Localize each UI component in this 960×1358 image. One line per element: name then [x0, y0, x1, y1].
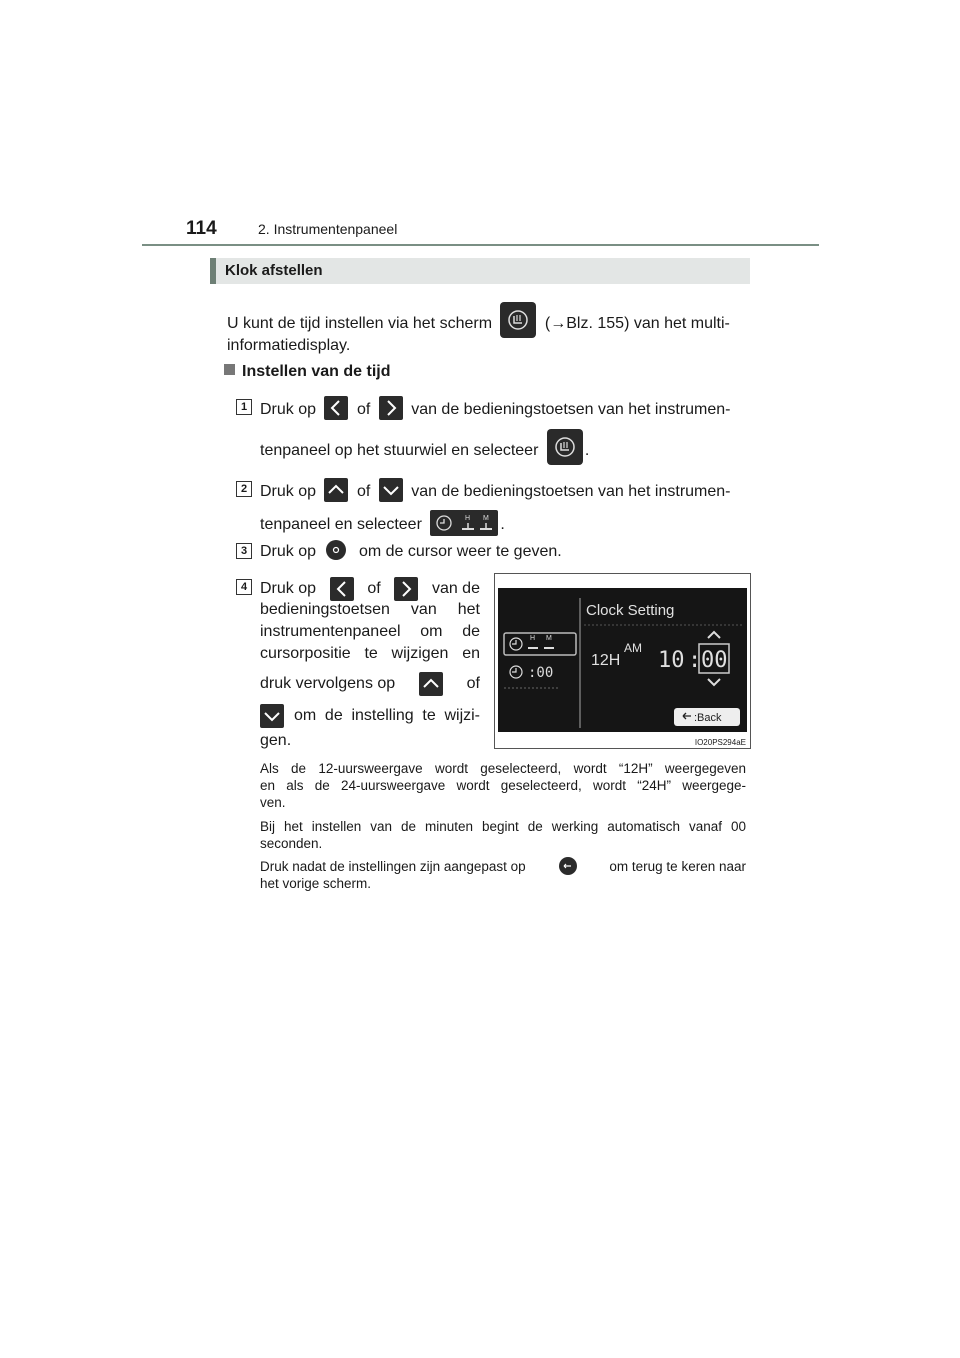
step-1-text-c: van de bedieningstoetsen van het instrumen-: [411, 401, 731, 419]
header-rule: [142, 244, 819, 246]
square-bullet-icon: [224, 364, 235, 375]
step-4-text-l5b: of: [466, 675, 480, 692]
down-arrow-button-icon: [260, 704, 284, 728]
page-number: 114: [186, 218, 217, 239]
step-2-line-2: [260, 512, 505, 538]
note-1-line-3: ven.: [260, 795, 286, 810]
down-arrow-button-icon: [379, 478, 403, 502]
note-3-line-2: het vorige scherm.: [260, 876, 372, 891]
step-number-2: 2: [236, 481, 252, 497]
display-svg: [498, 588, 747, 732]
step-4-text-a: Druk op: [260, 580, 317, 597]
intro-text-2: (→Blz. 155) van het multi-: [544, 315, 730, 333]
step-4-text-c: van de: [431, 580, 480, 597]
step-4-text-l6: om de instelling te wijzi-: [294, 707, 480, 724]
note-2-line-1: Bij het instellen van de minuten begint de werking automatisch vanaf 00: [260, 819, 746, 834]
menu-seconds-label: :00: [528, 665, 554, 681]
chapter-title: 2. Instrumentenpaneel: [258, 221, 398, 237]
up-arrow-button-icon: [419, 672, 443, 696]
section-title: Klok afstellen: [225, 262, 323, 279]
step-1-text-b: of: [356, 401, 371, 419]
note-3-text-b: om terug te keren naar: [609, 858, 746, 874]
step-1-text-e: .: [584, 442, 590, 460]
menu-h-label: H: [530, 635, 536, 642]
clock-format-icon: [430, 510, 498, 536]
back-button-icon: [559, 857, 577, 875]
time-colon: :: [688, 648, 702, 673]
note-3-text-a: Druk nadat de instellingen zijn aangepast op: [260, 858, 526, 874]
step-number-3: 3: [236, 543, 252, 559]
settings-screen-icon: [547, 429, 583, 465]
menu-m-label: M: [546, 635, 552, 642]
intro-text-3: informatiedisplay.: [227, 337, 351, 354]
step-4-line-3: instrumentenpaneel om de: [260, 623, 480, 640]
ampm-label: AM: [624, 641, 642, 655]
note-1-line-2: en als de 24-uursweergave wordt geselecteerd, wordt “24H” weergege-: [260, 778, 746, 793]
step-4-text-b: of: [367, 580, 381, 597]
step-3-line: [260, 542, 562, 562]
step-2-line-1: [260, 480, 731, 504]
clock-setting-figure: [494, 573, 751, 749]
ok-button-icon: [326, 540, 346, 560]
cursor-down-icon: [708, 679, 720, 685]
step-4-line-2: bedieningstoetsen van het: [260, 601, 480, 618]
step-2-text-d: tenpaneel en selecteer: [260, 516, 422, 534]
subheading-text: Instellen van de tijd: [242, 363, 391, 380]
step-3-text-a: Druk op: [260, 543, 317, 561]
figure-caption: IO20PS294aE: [694, 738, 746, 747]
step-number-1: 1: [236, 399, 252, 415]
step-4-line-7: gen.: [260, 732, 292, 749]
step-1-text-d: tenpaneel op het stuurwiel en selecteer: [260, 442, 539, 460]
left-arrow-button-icon: [324, 396, 348, 420]
up-arrow-button-icon: [324, 478, 348, 502]
step-2-text-a: Druk op: [260, 483, 317, 501]
step-4-text-l5a: druk vervolgens op: [260, 675, 396, 692]
note-1-line-1: Als de 12-uursweergave wordt geselecteerd, wordt “12H” weergegeven: [260, 761, 746, 776]
right-arrow-button-icon: [379, 396, 403, 420]
note-3-line-1: [260, 857, 746, 875]
step-4-line-4: cursorpositie te wijzigen en: [260, 645, 480, 662]
step-4-line-6: [260, 704, 480, 728]
note-2-line-2: seconden.: [260, 836, 323, 851]
section-header: [210, 258, 750, 284]
back-label: :Back: [694, 712, 722, 724]
left-arrow-button-icon: [330, 577, 354, 601]
step-3-text-b: om de cursor weer te geven.: [358, 543, 562, 561]
step-number-4: 4: [236, 579, 252, 595]
step-4-line-5: [260, 672, 480, 696]
step-1-text-a: Druk op: [260, 401, 317, 419]
cursor-up-icon: [708, 632, 720, 638]
right-arrow-button-icon: [394, 577, 418, 601]
svg-text:H: H: [465, 515, 471, 522]
step-1-line-2: [260, 433, 589, 469]
format-label: 12H: [591, 652, 621, 669]
clock-setting-title: Clock Setting: [586, 602, 675, 619]
step-2-text-e: .: [500, 516, 505, 534]
hours-value: 10: [658, 648, 685, 673]
intro-text-1: U kunt de tijd instellen via het scherm: [227, 315, 493, 333]
settings-screen-icon: [500, 302, 536, 338]
svg-text:M: M: [483, 515, 490, 522]
step-2-text-b: of: [356, 483, 371, 501]
step-4-line-1: [260, 577, 480, 601]
section-accent: [210, 258, 216, 284]
step-1-line-1: [260, 398, 731, 422]
subheading: [224, 363, 390, 381]
minutes-value: 00: [701, 648, 728, 673]
display-screen: [498, 588, 747, 732]
step-2-text-c: van de bedieningstoetsen van het instrumen-: [411, 483, 731, 501]
